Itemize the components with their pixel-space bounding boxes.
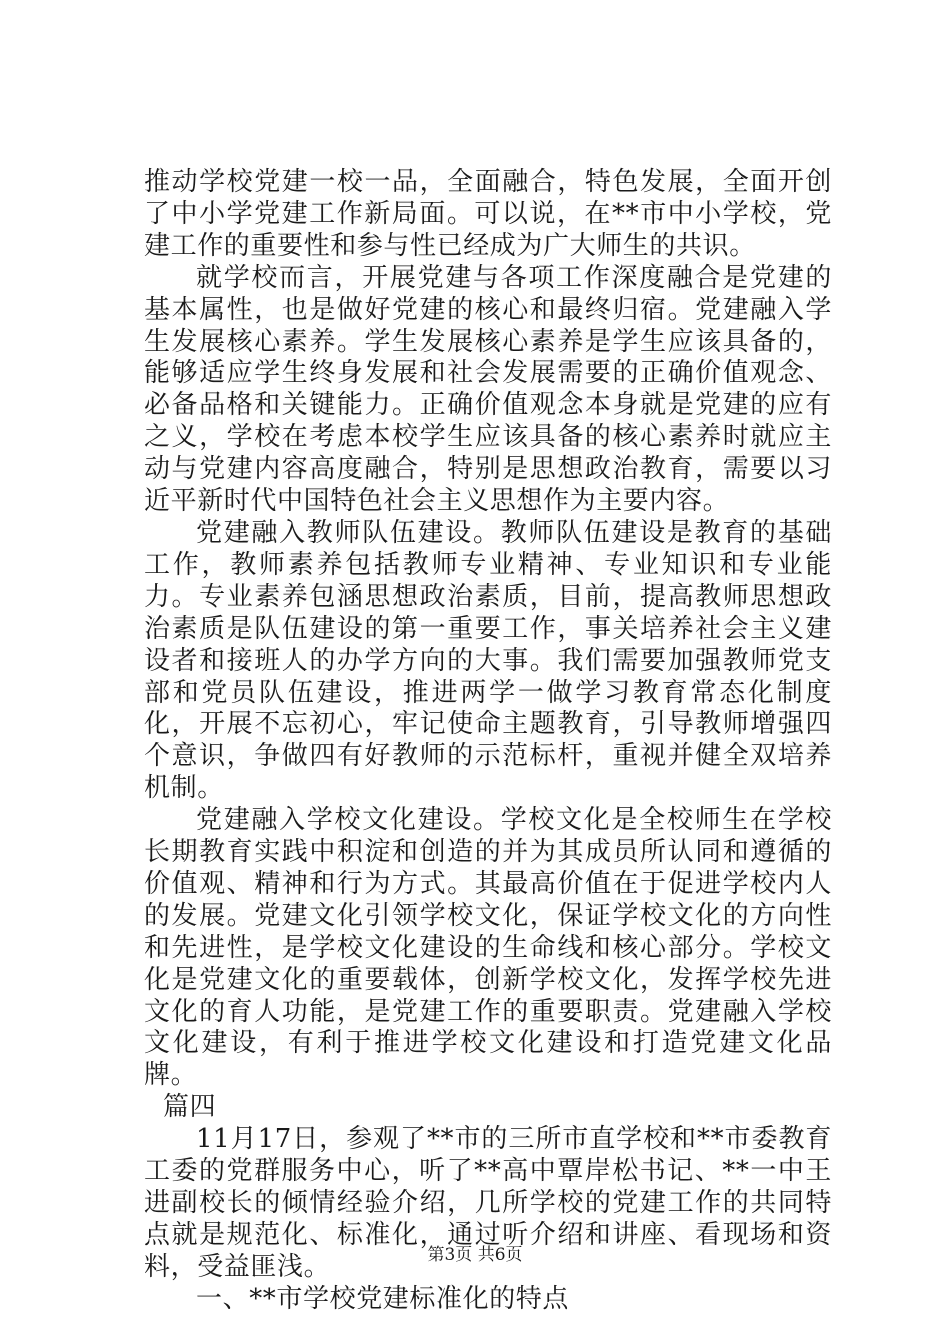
paragraph-student-core-literacy: 就学校而言，开展党建与各项工作深度融合是党建的基本属性，也是做好党建的核心和最终归宿。党建融入学生发展核心素养。学生发展核心素养是学生应该具备的，能够适应学生终身发展和社会发展需要的正确价值观念、必备品格和关键能力。正确价值观念本身就是党建的应有之义，学校在考虑本校学生应该具备的核心素养时就应主动与党建内容高度融合，特别是思想政治教育，需要以习近平新时代中国特色社会主义思想作为主要内容。 <box>144 262 832 517</box>
document-body <box>144 167 832 1316</box>
page-number-footer: 第3页 共6页 <box>427 1245 523 1265</box>
section-heading-part-four: 篇四 <box>163 1092 217 1123</box>
paragraph-visit-report: 11月17日，参观了**市的三所市直学校和**市委教育工委的党群服务中心，听了**高中覃岸松书记、**一中王进副校长的倾情经验介绍，几所学校的党建工作的共同特点就是规范化、标准化，通过听介绍和讲座、看现场和资料，受益匪浅。 <box>144 1124 832 1282</box>
subheading-standardization-features: 一、**市学校党建标准化的特点 <box>196 1283 570 1314</box>
paragraph-intro-continuation: 推动学校党建一校一品，全面融合，特色发展，全面开创了中小学党建工作新局面。可以说，在**市中小学校，党建工作的重要性和参与性已经成为广大师生的共识。 <box>144 167 832 261</box>
paragraph-school-culture: 党建融入学校文化建设。学校文化是全校师生在学校长期教育实践中积淀和创造的并为其成员所认同和遵循的价值观、精神和行为方式。其最高价值在于促进学校内人的发展。党建文化引领学校文化，保证学校文化的方向性和先进性，是学校文化建设的生命线和核心部分。学校文化是党建文化的重要载体，创新学校文化，发挥学校先进文化的育人功能，是党建工作的重要职责。党建融入学校文化建设，有利于推进学校文化建设和打造党建文化品牌。 <box>144 805 832 1091</box>
paragraph-teacher-team: 党建融入教师队伍建设。教师队伍建设是教育的基础工作，教师素养包括教师专业精神、专业知识和专业能力。专业素养包涵思想政治素质，目前，提高教师思想政治素质是队伍建设的第一重要工作，事关培养社会主义建设者和接班人的办学方向的大事。我们需要加强教师党支部和党员队伍建设，推进两学一做学习教育常态化制度化，开展不忘初心，牢记使命主题教育，引导教师增强四个意识，争做四有好教师的示范标杆，重视并健全双培养机制。 <box>144 517 832 804</box>
